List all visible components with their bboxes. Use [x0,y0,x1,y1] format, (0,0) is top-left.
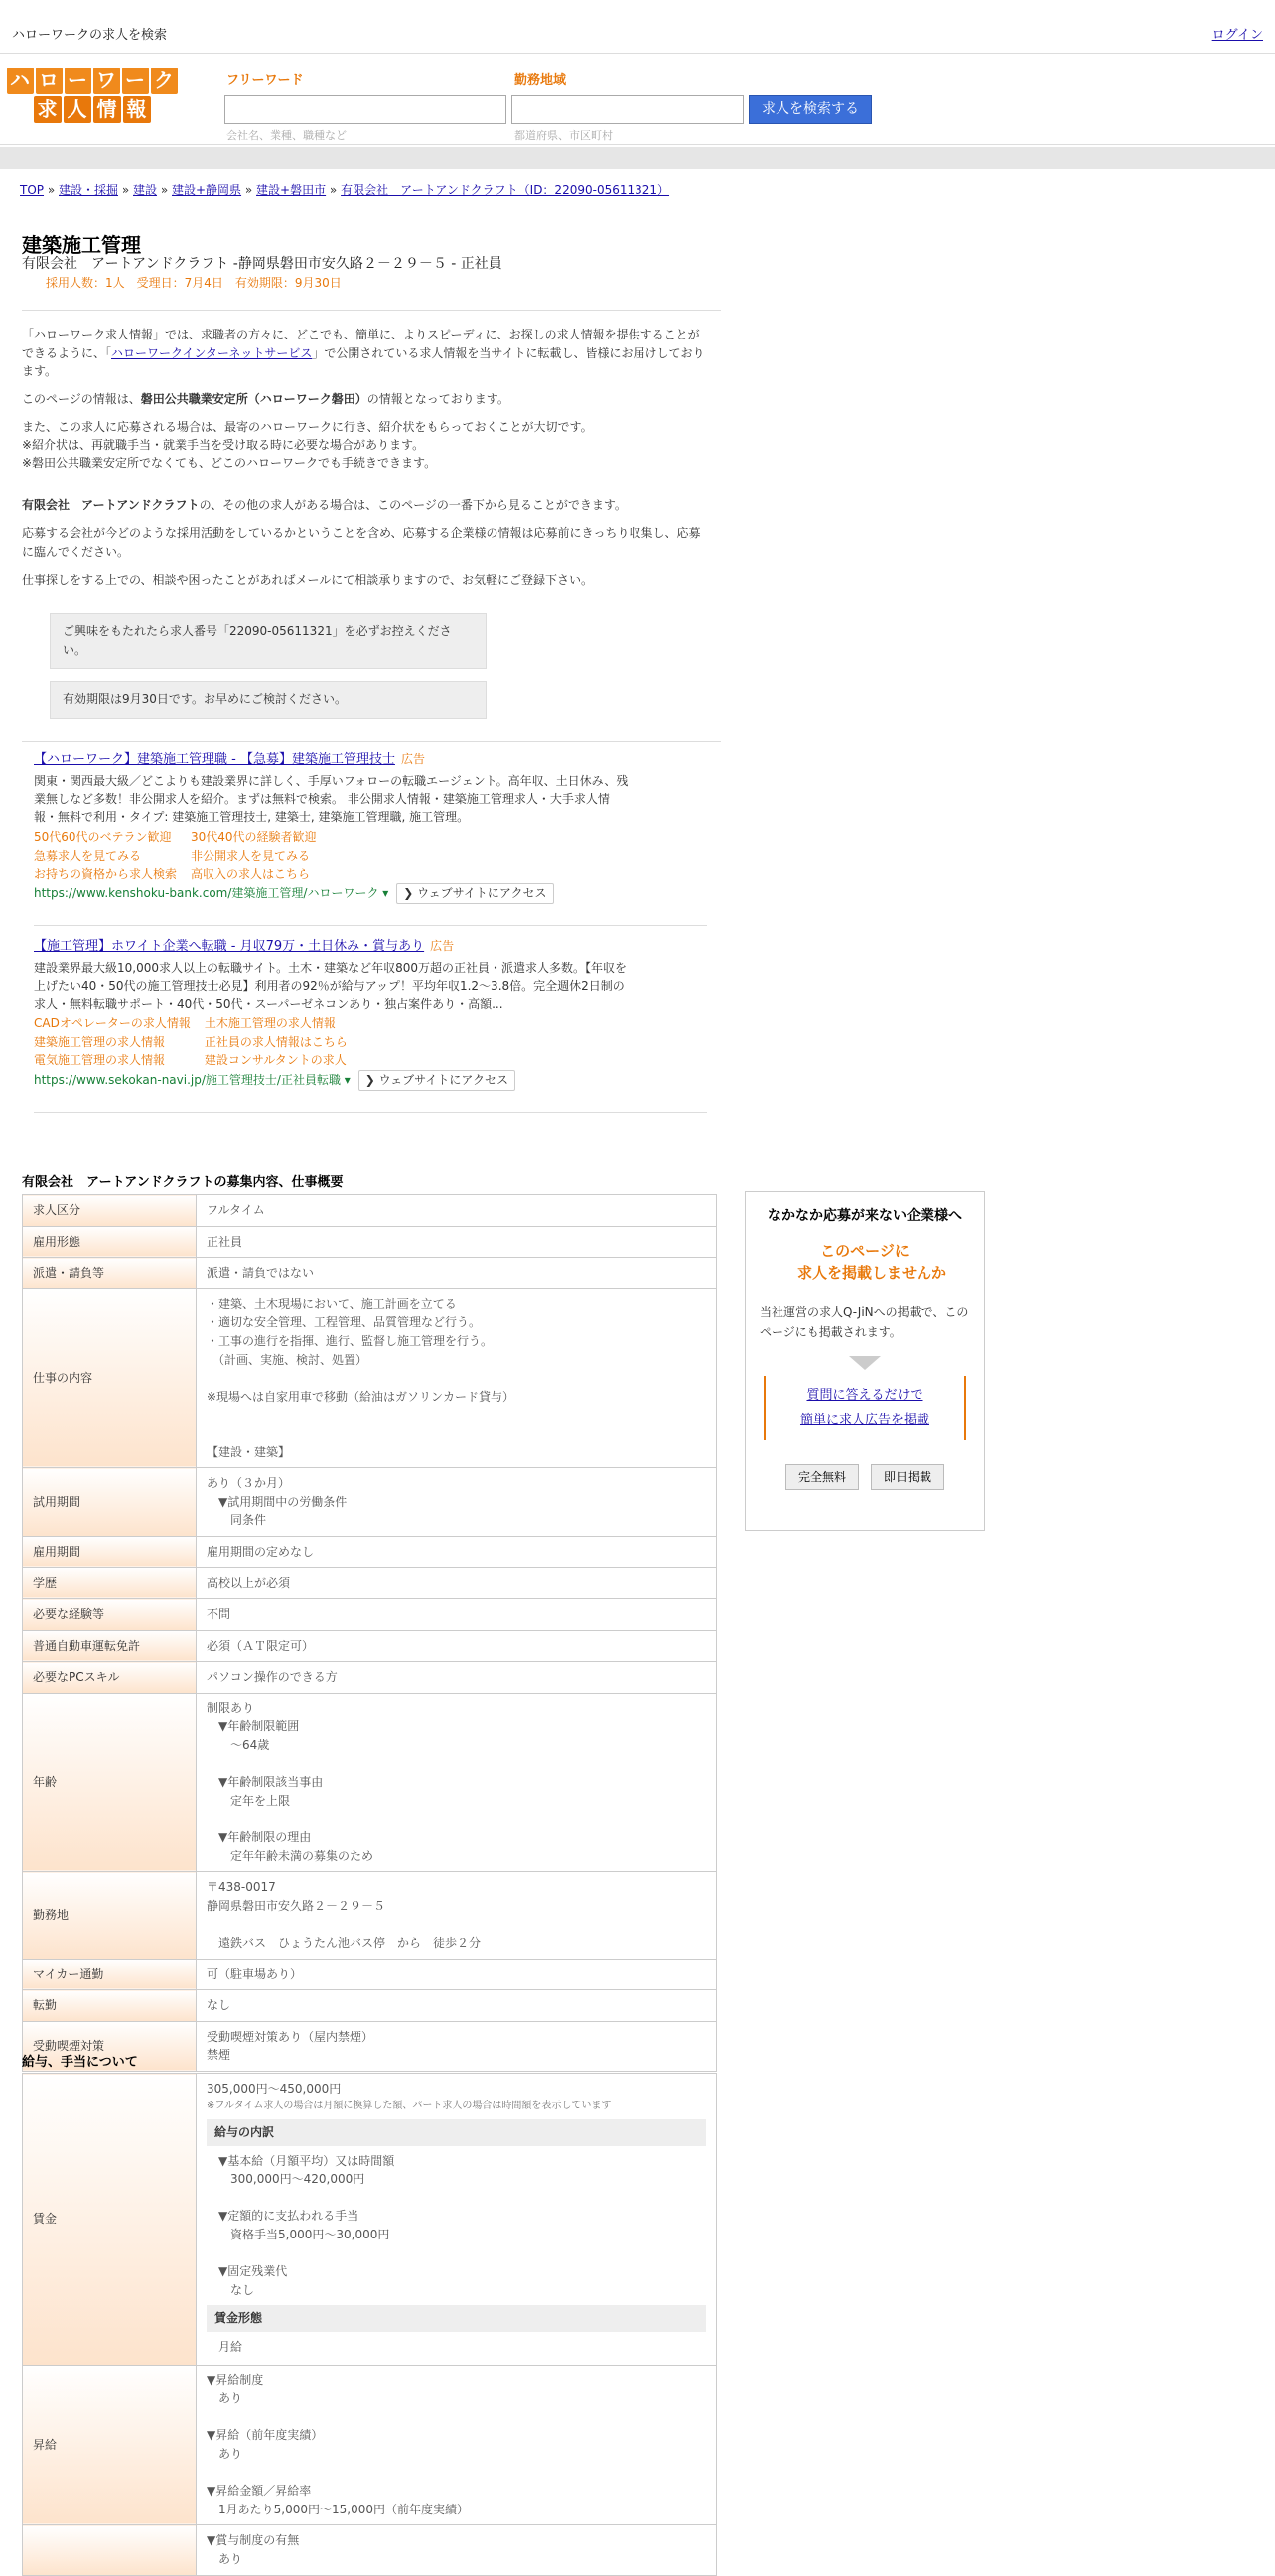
wage-form-heading: 賃金形態 [207,2305,706,2332]
ad-visit-button[interactable]: ❯ ウェブサイトにアクセス [358,1070,515,1091]
row-label: 必要な経験等 [23,1599,197,1631]
row-value [197,1630,717,1662]
table-row [23,1990,717,2022]
row-value [197,2525,717,2575]
row-value [197,2365,717,2525]
breadcrumb-link[interactable]: 建設・採掘 [59,183,119,197]
row-value [197,1959,717,1990]
row-label: 求人区分 [23,1195,197,1227]
row-value-line [207,1424,706,1443]
row-value [197,1468,717,1537]
overview-title: 有限会社 アートアンドクラフトの募集内容、仕事概要 [22,1175,344,1190]
advice-paragraph: 応募する会社が今どのような採用活動をしているかということを含め、応募する企業様の情報は応募前にきっちり収集し、応募に臨んでください。 [22,526,701,559]
row-value-line: 派遣・請負ではない [207,1266,315,1281]
company-name: 有限会社 アートアンドクラフト [22,498,200,512]
breadcrumb-link[interactable]: 建設+磐田市 [256,183,327,197]
row-value-line: パソコン操作のできる方 [207,1670,338,1685]
row-value-line [207,1755,706,1774]
logo-char: 人 [64,96,91,123]
ad-url[interactable]: https://www.sekokan-navi.jp/施工管理技士/正社員転職 ▾ [34,1072,351,1087]
row-value-line: 雇用期間の定めなし [207,1544,315,1559]
breadcrumb-link[interactable]: TOP [20,183,45,197]
notice-box: 有効期限は9月30日です。お早めにご検討ください。 [50,681,487,719]
ad-badge: 広告 [400,752,425,766]
consult-paragraph: 仕事探しをする上での、相談や困ったことがあればメールにて相談承りますので、お気軽にご登録下さい。 [22,573,594,587]
row-value-line: あり（３か月） [207,1476,291,1491]
ad-body: 建設業界最大級10,000求人以上の転職サイト。土木・建築など年収800万超の正社員・派遣求人多数。【年収を上げたい40・50代の施工管理技士必見】利用者の92％が給与アップ！平均年収1.2～3.8倍。完全週休2日制の求人・無料転職サポート・40代・50代・スーパーゼネコンあり・独占案件あり・高額... [34,961,627,1012]
top-bar [0,0,1275,54]
breakdown-line: なし [218,2282,255,2297]
breadcrumb-link[interactable]: 有限会社 アートアンドクラフト（ID：22090-05611321） [341,183,670,197]
hellowork-logo[interactable] [5,68,179,125]
other-jobs-paragraph [22,496,709,515]
area-hint: 都道府県、市区町村 [514,129,613,142]
salary-title: 給与、手当について [22,2055,138,2070]
source-text: の情報となっております。 [366,392,509,406]
breakdown-line [218,2244,706,2263]
breadcrumb-separator: » [157,183,172,197]
ad-sitelink[interactable]: 急募求人を見てみる [34,848,142,863]
bonus-line: ▼賞与制度の有無 [207,2533,300,2548]
raise-line: あり [207,2447,243,2461]
divider [34,925,707,926]
row-label: 普通自動車運転免許 [23,1630,197,1662]
ad-sitelink[interactable]: 電気施工管理の求人情報 [34,1053,166,1068]
breakdown-heading: 給与の内訳 [207,2119,706,2146]
ad-sitelink[interactable]: 30代40代の経験者歓迎 [191,830,317,845]
row-value-line: 同条件 [207,1513,267,1528]
row-value-line: ・建築、土木現場において、施工計画を立てる [207,1296,457,1311]
row-value-line: （計画、実施、検討、処置） [207,1352,368,1367]
row-value-line: 必須（ＡＴ限定可） [207,1638,315,1653]
divider [22,741,721,742]
intro-text: 「ハローワーク求人情報」では、求職者の方々に、どこでも、簡単に、よりスピーディに、お探しの求人情報を提供することができるように、「 [22,328,700,360]
area-input[interactable] [511,95,744,124]
logo-char: 求 [34,96,62,123]
raise-line: 1月あたり5,000円〜15,000円（前年度実績） [207,2502,469,2516]
arrow-down-icon [849,1356,881,1370]
breakdown-line: ▼基本給（月額平均）又は時間額 [218,2153,395,2168]
row-value-line: 高校以上が必須 [207,1575,291,1590]
row-value-line [207,1406,706,1424]
source-office: 磐田公共職業安定所（ハローワーク磐田） [140,392,367,406]
keyword-input[interactable] [224,95,506,124]
salary-table [22,2073,717,2576]
table-row [23,1872,717,1959]
breadcrumb-separator: » [118,183,133,197]
row-value-line: 不問 [207,1607,231,1622]
table-row [23,1258,717,1289]
row-label: 年齢 [23,1693,197,1871]
breadcrumb [20,181,669,200]
logo-char: ク [151,68,178,94]
table-row [23,1536,717,1567]
breadcrumb-separator: » [44,183,59,197]
breakdown-line: 資格手当5,000円〜30,000円 [218,2228,390,2242]
ad-title[interactable]: 【施工管理】ホワイト企業へ転職 - 月収79万・土日休み・賞与あり [34,939,425,954]
intro-text: 」で公開されている求人情報を当サイトに転載し、皆様にお届けしております。 [22,345,705,379]
ad-sitelink[interactable]: 高収入の求人はこちら [191,867,311,881]
ad-title[interactable]: 【ハローワーク】建築施工管理職 - 【急募】建築施工管理技士 [34,752,395,767]
ad-sitelink[interactable]: 土木施工管理の求人情報 [204,1017,336,1031]
breakdown-line: 300,000円〜420,000円 [218,2172,365,2187]
row-value [197,1288,717,1467]
login-link[interactable]: ログイン [1211,28,1263,43]
ad-visit-button[interactable]: ❯ ウェブサイトにアクセス [396,883,553,904]
wage-form-value: 月給 [218,2340,243,2355]
row-value-line: 遠鉄バス ひょうたん池バス停 から 徒歩２分 [207,1936,482,1950]
raise-line [207,2408,706,2427]
wage-note: ※フルタイム求人の場合は月額に換算した額、パート求人の場合は時間額を表示しています [207,2100,612,2111]
logo-char: ー [122,68,149,94]
breakdown-list [207,2152,706,2300]
hellowork-service-link[interactable]: ハローワークインターネットサービス [111,345,313,360]
bonus-line: あり [207,2551,243,2566]
table-row [23,1288,717,1467]
row-value [197,1990,717,2022]
row-label: 学歴 [23,1567,197,1599]
search-header [0,54,1275,145]
row-value-line: 定年を上限 [207,1793,291,1808]
overview-table [22,1194,717,2072]
ad-sitelink[interactable]: お持ちの資格から求人検索 [34,867,178,881]
row-value-line: ・工事の進行を指揮、進行、監督し施工管理を行う。 [207,1333,494,1348]
ad-sitelink[interactable]: 50代60代のベテラン歓迎 [34,830,172,845]
row-value-line [207,1915,706,1934]
row-value [197,1599,717,1631]
row-label: 雇用期間 [23,1536,197,1567]
row-value-line: ※現場へは自家用車で移動（給油はガソリンカード貸与） [207,1389,515,1404]
table-row [23,1959,717,1990]
row-value-line: ▼試用期間中の労働条件 [207,1494,348,1509]
divider-bar [0,147,1275,169]
row-value-line: なし [207,1998,231,2013]
search-button[interactable]: 求人を検索する [749,95,872,124]
other-jobs-text: の、その他の求人がある場合は、このページの一番下から見ることができます。 [199,498,627,512]
raise-line: ▼昇給制度 [207,2373,264,2387]
logo-char: ー [65,68,91,94]
apply-note: ※磐田公共職業安定所でなくても、どこのハローワークでも手続きできます。 [22,456,437,470]
ad-sitelink[interactable]: CADオペレーターの求人情報 [34,1017,191,1031]
row-value [197,1195,717,1227]
divider [22,310,721,311]
row-value-line: ▼年齢制限範囲 [207,1719,300,1734]
raise-line: ▼昇給（前年度実績） [207,2428,324,2443]
row-value-line: 禁煙 [207,2048,231,2063]
ad-sitelink[interactable]: 非公開求人を見てみる [191,848,311,863]
row-value [197,1662,717,1694]
row-label: 試用期間 [23,1468,197,1537]
ad-sitelink[interactable]: 正社員の求人情報はこちら [204,1034,348,1049]
breadcrumb-separator: » [326,183,342,197]
breakdown-line [218,2189,706,2208]
row-value-line: 受動喫煙対策あり（屋内禁煙） [207,2029,374,2044]
row-value-line: ▼年齢制限の理由 [207,1830,312,1845]
job-title: 建築施工管理 [22,233,141,257]
job-meta: 採用人数：1人 受理日：7月4日 有効期限：9月30日 [46,276,342,290]
ad-sitelinks [34,1015,689,1070]
source-text: このページの情報は、 [22,392,141,406]
row-label: 昇給 [23,2365,197,2525]
raise-line: ▼昇給金額／昇給率 [207,2484,312,2499]
row-value-line: ・適切な安全管理、工程管理、品質管理など行う。 [207,1315,482,1330]
same-day-button[interactable]: 即日掲載 [871,1464,944,1491]
table-row [23,1468,717,1537]
table-row [23,2365,717,2525]
breadcrumb-link[interactable]: 建設+静岡県 [172,183,242,197]
ad-block [34,750,689,904]
logo-char: ワ [93,68,120,94]
row-label: 受動喫煙対策 [23,2021,197,2071]
wage-amount: 305,000円〜450,000円 [207,2082,342,2096]
job-subtitle: 有限会社 アートアンドクラフト -静岡県磐田市安久路２－２９－５ - 正社員 [22,256,502,272]
area-label: 勤務地域 [514,73,567,88]
ad-sitelinks [34,828,689,883]
row-value-line [207,1369,706,1388]
row-label: 勤務地 [23,1872,197,1959]
table-row [23,1195,717,1227]
row-value-line: 〜64歳 [207,1738,270,1753]
row-value-line: 可（駐車場あり） [207,1966,303,1981]
breadcrumb-separator: » [241,183,257,197]
free-button[interactable]: 完全無料 [785,1464,859,1491]
row-label: 必要なPCスキル [23,1662,197,1694]
ad-badge: 広告 [430,939,455,953]
row-value [197,2074,717,2366]
table-row [23,1630,717,1662]
raise-line: あり [207,2391,243,2406]
raise-line [207,2464,706,2483]
breadcrumb-link[interactable]: 建設 [133,183,158,197]
source-paragraph [22,390,709,409]
divider [34,1112,707,1113]
intro-paragraph [22,326,709,381]
ad-block [34,937,689,1091]
site-title: ハローワークの求人を検索 [12,28,168,43]
advertise-sidebar [745,1191,985,1531]
logo-char: ロ [36,68,63,94]
breakdown-line: ▼定額的に支払われる手当 [218,2209,359,2224]
table-row [23,1599,717,1631]
row-label: 派遣・請負等 [23,1258,197,1289]
row-value [197,1872,717,1959]
table-row [23,1693,717,1871]
apply-note: ※紹介状は、再就職手当・就業手当を受け取る時に必要な場合があります。 [22,438,425,452]
row-value-line: 定年年齢未満の募集のため [207,1848,374,1863]
row-label: マイカー通勤 [23,1959,197,1990]
sidebar-link-box [764,1376,966,1439]
row-value-line: 〒438-0017 [207,1880,276,1895]
table-row [23,2525,717,2575]
table-row [23,2074,717,2366]
row-value [197,1693,717,1871]
row-label: 賃金 [23,2074,197,2366]
row-value-line: 正社員 [207,1234,243,1249]
row-value-line: ▼年齢制限該当事由 [207,1775,324,1790]
table-row [23,1226,717,1258]
table-row [23,1662,717,1694]
ad-url[interactable]: https://www.kenshoku-bank.com/建築施工管理/ハローワーク ▾ [34,885,389,900]
sidebar-link[interactable]: 簡単に求人広告を掲載 [799,1412,929,1427]
row-value-line: 制限あり [207,1700,255,1715]
logo-char: ハ [7,68,34,94]
table-row [23,1567,717,1599]
row-value-line: 静岡県磐田市安久路２－２９－５ [207,1898,386,1913]
row-value-line: フルタイム [207,1203,265,1217]
row-label: 雇用形態 [23,1226,197,1258]
ad-sitelink[interactable]: 建築施工管理の求人情報 [34,1034,166,1049]
sidebar-catch-line: このページに [820,1241,910,1260]
sidebar-heading: なかなか応募が来ない企業様へ [768,1208,962,1224]
row-value [197,1567,717,1599]
logo-char: 情 [93,96,121,123]
breakdown-line: ▼固定残業代 [218,2264,288,2279]
keyword-hint: 会社名、業種、職種など [226,129,347,142]
row-value-line: 【建設・建築】 [207,1444,291,1459]
notice-box: ご興味をもたれたら求人番号「22090-05611321」を必ずお控えください。 [50,613,487,669]
sidebar-description: 当社運営の求人Q-JiNへの掲載で、このページにも掲載されます。 [760,1304,969,1340]
ad-sitelink[interactable]: 建設コンサルタントの求人 [204,1053,347,1068]
row-label [23,2525,197,2575]
row-value [197,2021,717,2071]
row-value [197,1258,717,1289]
sidebar-link[interactable]: 質問に答えるだけで [806,1388,923,1404]
sidebar-catch-line: 求人を掲載しませんか [796,1264,946,1283]
row-value-line [207,1810,706,1829]
ad-body: 関東・関西最大級／どこよりも建設業界に詳しく、手厚いフォローの転職エージェント。高年収、土日休み、残業無しなど多数！非公開求人を紹介。まずは無料で検索。 非公開求人情報・建築施工管理求人・大手求人情報・無料で利用・タイプ: 建築施工管理技士, 建築士, 建築施工管理職, 施工管理。 [34,774,629,825]
sidebar-catch [746,1240,984,1285]
row-label: 仕事の内容 [23,1288,197,1467]
keyword-label: フリーワード [226,73,304,88]
apply-note: また、この求人に応募される場合は、最寄のハローワークに行き、紹介状をもらっておくことが大切です。 [22,420,593,434]
row-value [197,1226,717,1258]
row-value [197,1536,717,1567]
logo-char: 報 [123,96,151,123]
row-label: 転勤 [23,1990,197,2022]
